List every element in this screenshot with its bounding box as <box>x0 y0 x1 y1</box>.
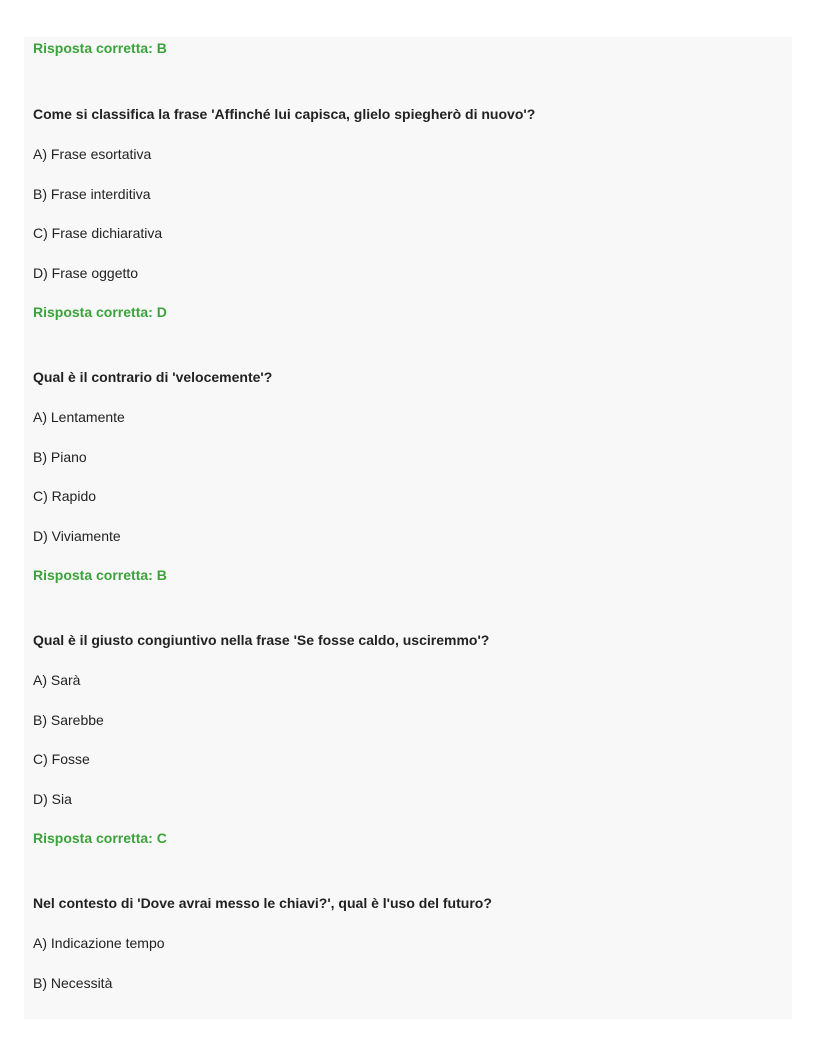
option-item: D) Viviamente <box>33 528 121 544</box>
option-item: C) Frase dichiarativa <box>33 225 163 241</box>
option-item: A) Indicazione tempo <box>33 935 165 951</box>
question-text: Come si classifica la frase 'Affinché lui capisca, glielo spiegherò di nuovo'? <box>33 106 536 122</box>
correct-answer: Risposta corretta: C <box>33 830 167 846</box>
question-text: Qual è il giusto congiuntivo nella frase 'Se fosse caldo, usciremmo'? <box>33 632 490 648</box>
option-item: C) Rapido <box>33 488 97 504</box>
option-item: B) Frase interditiva <box>33 186 151 202</box>
option-item: C) Fosse <box>33 751 90 767</box>
option-item: B) Piano <box>33 449 87 465</box>
option-item: D) Sia <box>33 791 72 807</box>
question-text: Nel contesto di 'Dove avrai messo le chiavi?', qual è l'uso del futuro? <box>33 895 492 911</box>
option-item: A) Sarà <box>33 672 81 688</box>
option-item: B) Necessità <box>33 975 113 991</box>
correct-answer: Risposta corretta: D <box>33 304 167 320</box>
quiz-panel <box>24 37 792 1019</box>
correct-answer: Risposta corretta: B <box>33 40 167 56</box>
option-item: A) Lentamente <box>33 409 125 425</box>
correct-answer: Risposta corretta: B <box>33 567 167 583</box>
option-item: A) Frase esortativa <box>33 146 152 162</box>
option-item: D) Frase oggetto <box>33 265 139 281</box>
question-text: Qual è il contrario di 'velocemente'? <box>33 369 273 385</box>
option-item: B) Sarebbe <box>33 712 104 728</box>
